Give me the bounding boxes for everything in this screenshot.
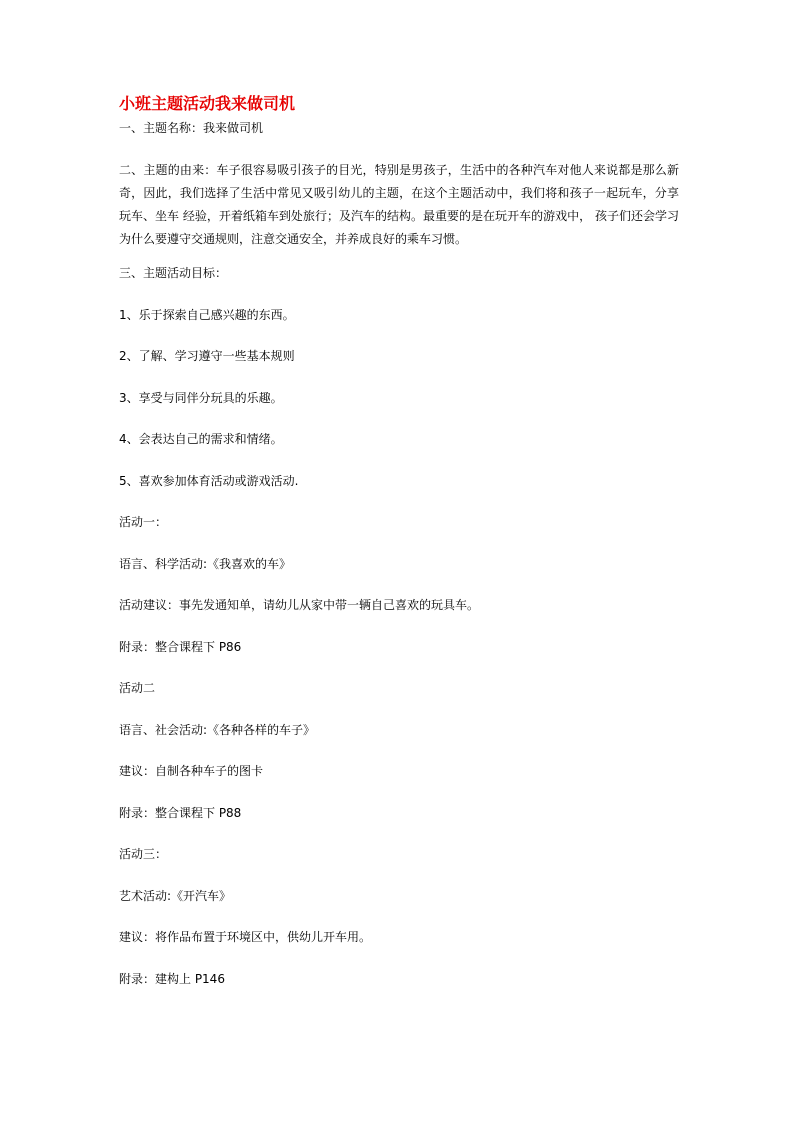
activity-2-appendix: 附录：整合课程下 P88 — [119, 806, 242, 820]
goal-item-3: 3、享受与同伴分玩具的乐趣。 — [119, 391, 283, 405]
activity-2-name: 语言、社会活动:《各种各样的车子》 — [119, 723, 316, 737]
theme-name: 一、主题名称：我来做司机 — [119, 121, 264, 135]
goal-item-4: 4、会表达自己的需求和情绪。 — [119, 432, 283, 446]
activity-2-heading: 活动二 — [119, 681, 156, 695]
activity-1-suggestion: 活动建议：事先发通知单，请幼儿从家中带一辆自己喜欢的玩具车。 — [119, 598, 480, 612]
theme-origin-paragraph: 二、主题的由来：车子很容易吸引孩子的目光，特别是男孩子，生活中的各种汽车对他人来说都是那么新奇，因此，我们选择了生活中常见又吸引幼儿的主题，在这个主题活动中，我们将和孩子一起玩车，分享玩车、坐车 经验，开着纸箱车到处旅行；及汽车的结构。最重要的是在玩开车的游戏中， 孩子们还会学习为什么要遵守交通规则，注意交通安全，并养成良好的乘车习惯。 — [119, 163, 679, 246]
activity-1-heading: 活动一： — [119, 515, 168, 529]
activity-3-heading: 活动三： — [119, 847, 168, 861]
activity-2-suggestion: 建议：自制各种车子的图卡 — [119, 764, 264, 778]
goal-item-1: 1、乐于探索自己感兴趣的东西。 — [119, 308, 295, 322]
goal-item-5: 5、喜欢参加体育活动或游戏活动. — [119, 474, 299, 488]
activity-1-appendix: 附录：整合课程下 P86 — [119, 640, 242, 654]
activity-3-appendix: 附录：建构上 P146 — [119, 972, 225, 986]
goal-item-2: 2、了解、学习遵守一些基本规则 — [119, 349, 295, 363]
activity-3-name: 艺术活动:《开汽车》 — [119, 889, 232, 903]
activity-1-name: 语言、科学活动:《我喜欢的车》 — [119, 557, 292, 571]
goals-heading: 三、主题活动目标： — [119, 266, 228, 280]
activity-3-suggestion: 建议：将作品布置于环境区中，供幼儿开车用。 — [119, 930, 372, 944]
document-title: 小班主题活动我来做司机 — [119, 94, 296, 113]
